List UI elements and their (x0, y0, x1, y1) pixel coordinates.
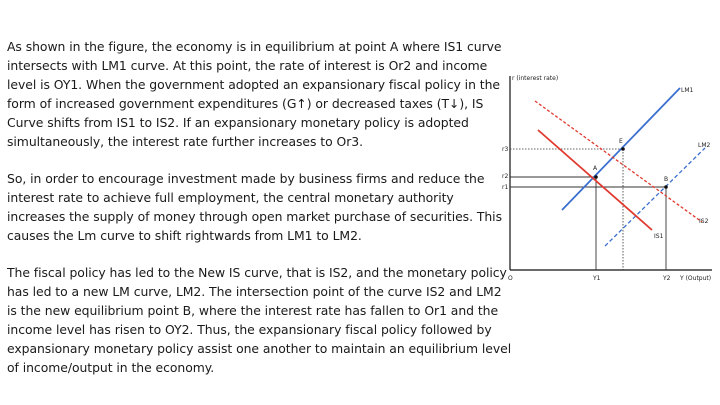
is2-curve (535, 101, 702, 222)
point-a (594, 175, 598, 179)
point-e-label: E (619, 138, 623, 145)
point-b-label: B (664, 176, 669, 183)
paragraph-equilibrium: As shown in the figure, the economy is in equilibrium at point A where IS1 curve intersects with LM1 curve. At this point, the rate of interest is Or2 and income level is OY1. When the government adopted an expansionary fiscal policy in the form of increased government expenditures (G↑) or decreased taxes (T↓), IS Curve shifts from IS1 to IS2. If an expansionary monetary policy is adopted simultaneously, the interest rate further increases to Or3. (7, 39, 502, 149)
y-axis-label: r (interest rate) (512, 75, 559, 82)
is2-label: IS2 (699, 218, 709, 225)
paragraph-monetary-policy: So, in order to encourage investment made by business firms and reduce the interest rate to achieve full employment, the central monetary authority increases the supply of money through open market purchase of securities. This causes the Lm curve to shift rightwards from LM1 to LM2. (7, 171, 502, 243)
x-axis-label: Y (Output) (680, 275, 712, 282)
point-b (664, 185, 668, 189)
point-e (621, 147, 625, 151)
is1-label: IS1 (654, 233, 664, 240)
is-lm-diagram (500, 68, 715, 288)
y2-label: Y2 (663, 275, 671, 282)
is1-curve (538, 130, 652, 230)
y1-label: Y1 (593, 275, 601, 282)
lm1-label: LM1 (681, 87, 694, 94)
paragraph-new-equilibrium: The fiscal policy has led to the New IS curve, that is IS2, and the monetary policy has led to a new LM curve, LM2. The intersection point of the curve IS2 and LM2 is the new equilibrium point B, where the interest rate has fallen to Or1 and the income level has risen to OY2. Thus, the expansionary fiscal policy followed by expansionary monetary policy assist one another to maintain an equilibrium level of income/output in the economy. (7, 265, 512, 375)
lm2-label: LM2 (698, 142, 711, 149)
point-a-label: A (593, 165, 598, 172)
r3-label: r3 (502, 146, 509, 153)
r2-label: r2 (502, 173, 509, 180)
origin-label: O (508, 275, 513, 282)
r1-label: r1 (502, 184, 509, 191)
